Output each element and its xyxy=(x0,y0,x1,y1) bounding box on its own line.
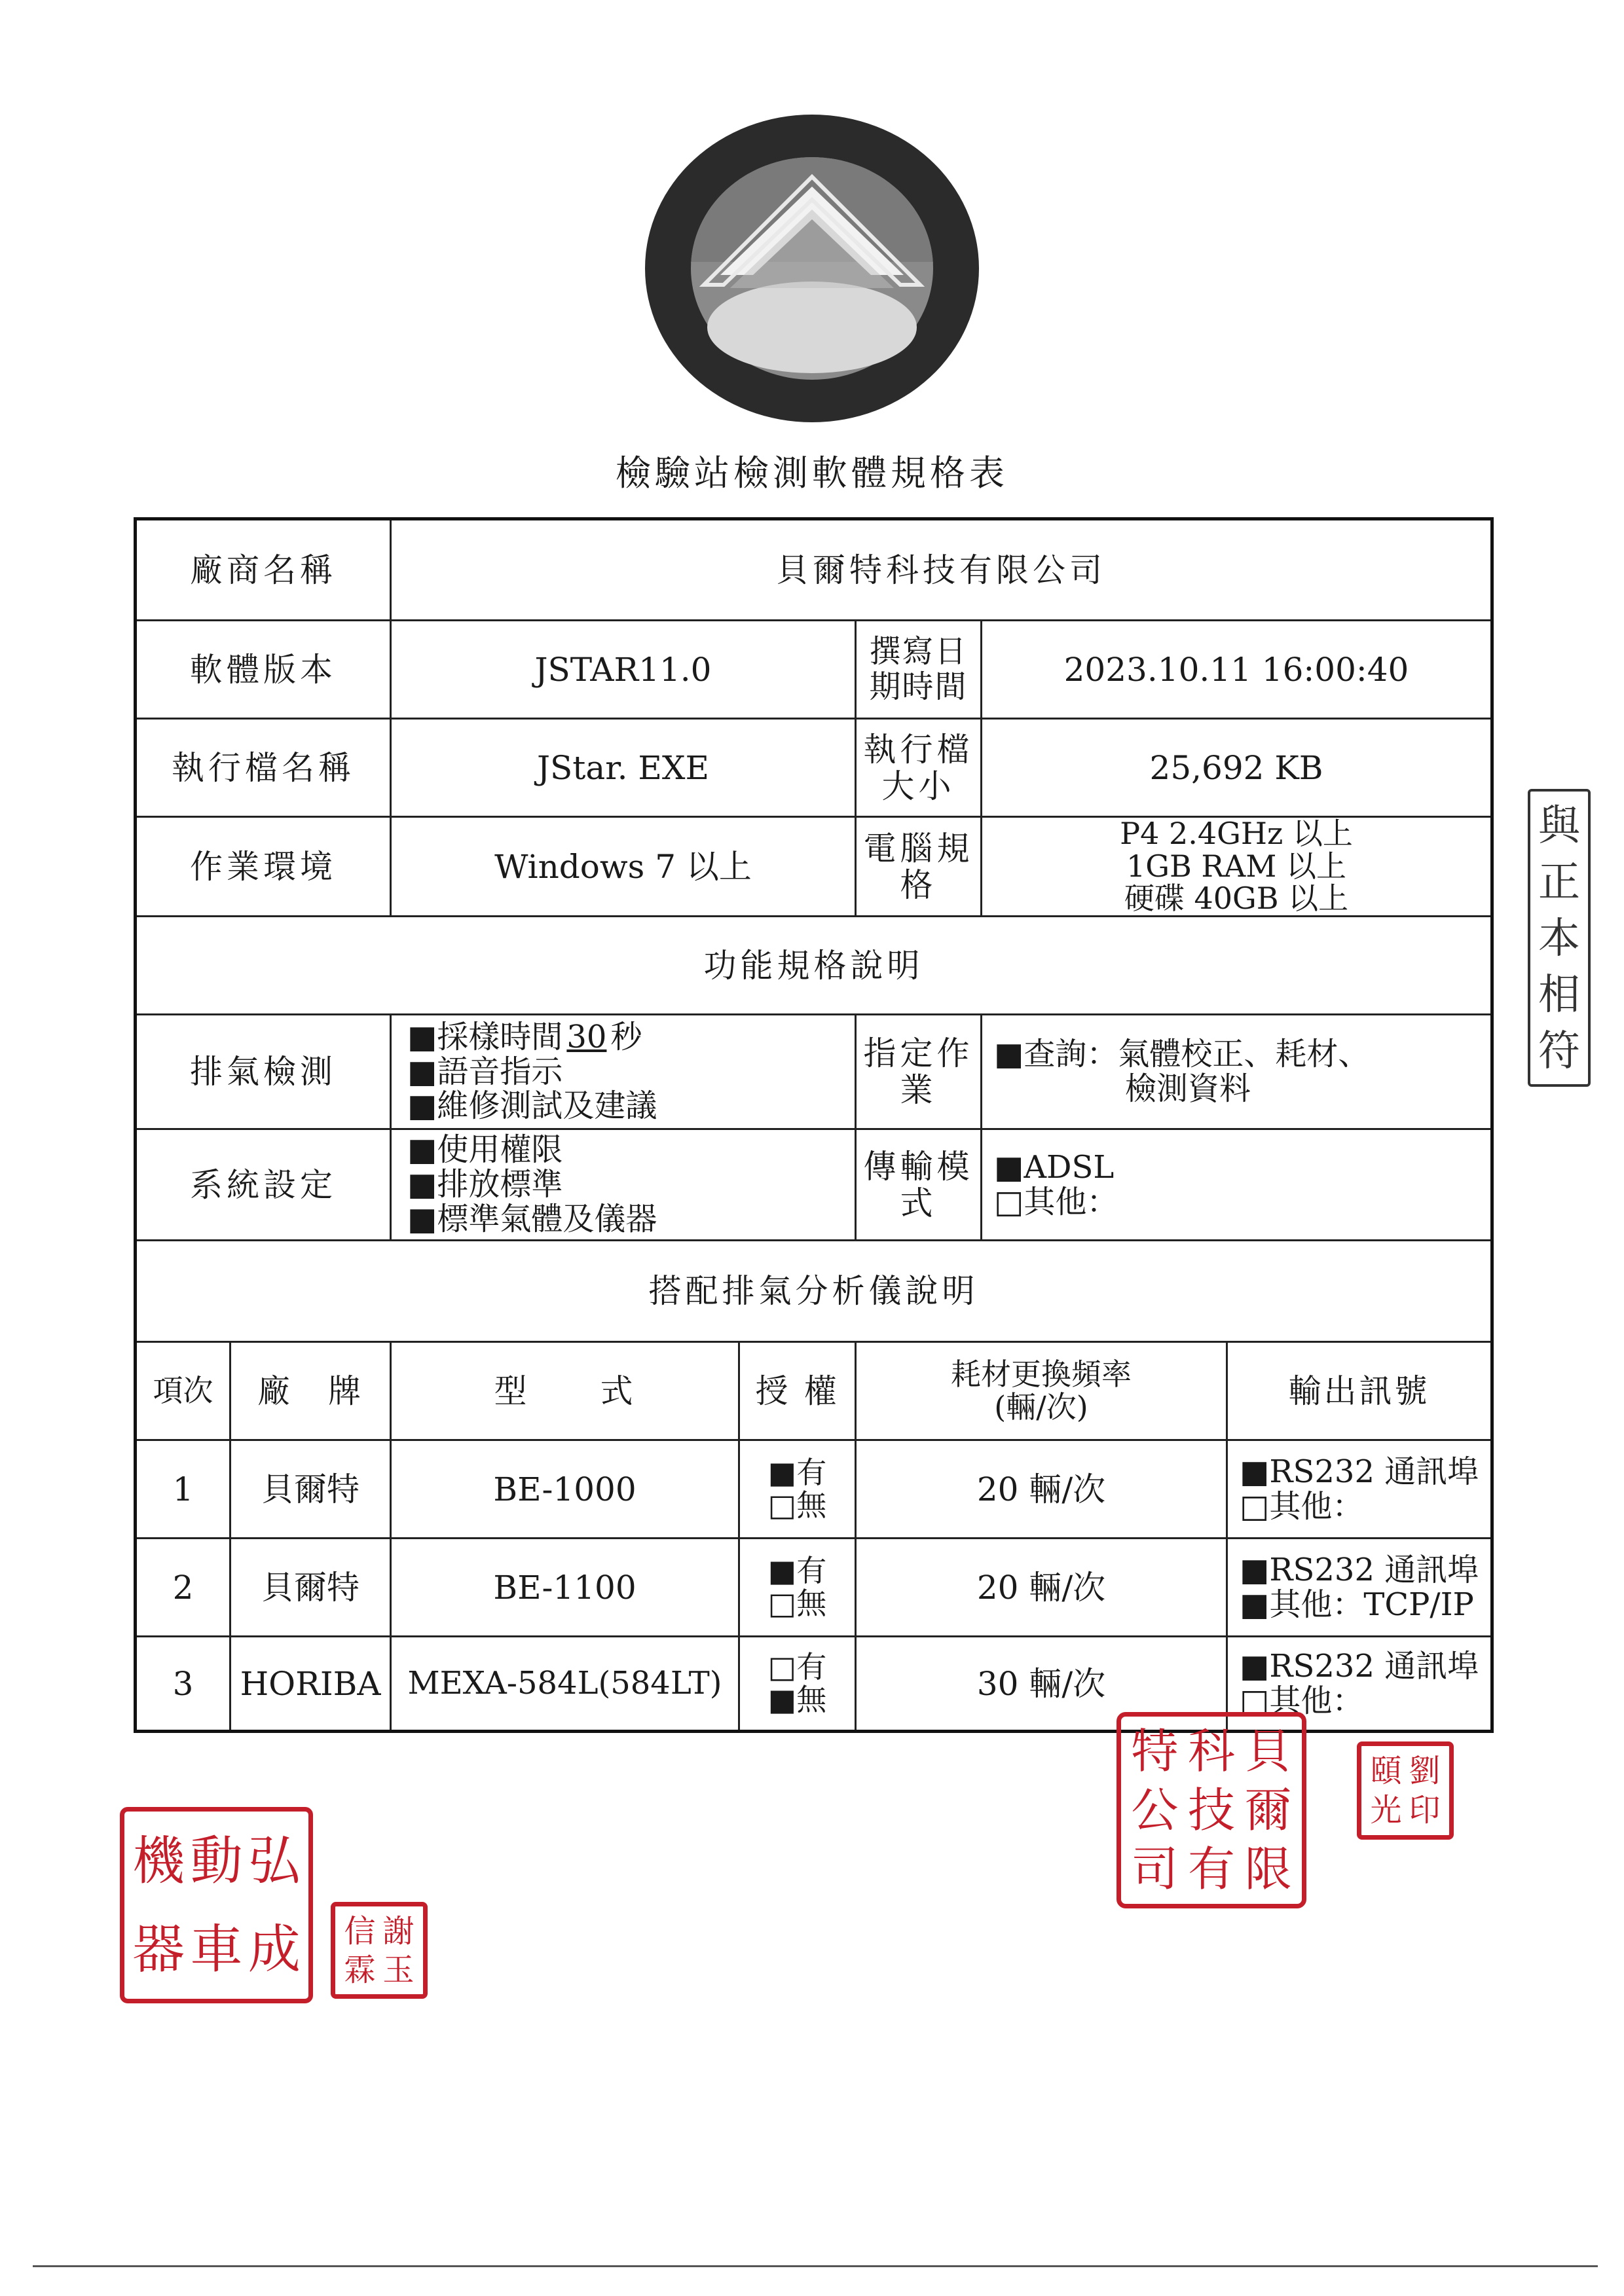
seal-char: 玉 xyxy=(382,1951,415,1988)
row-output xyxy=(1227,1440,1492,1539)
table-row xyxy=(136,1440,1492,1539)
output-other: ■其他：TCP/IP xyxy=(1240,1586,1474,1623)
seal-char: 特 xyxy=(1131,1724,1179,1779)
seal-char: 成 xyxy=(248,1918,301,1980)
stamp-char: 與 xyxy=(1538,802,1580,850)
spec-table xyxy=(134,517,1494,1733)
header-consumable-line1: 耗材更換頻率 xyxy=(951,1356,1132,1392)
written-datetime-label: 撰寫日期時間 xyxy=(856,621,982,719)
transfer-mode-options xyxy=(982,1129,1492,1241)
os-env-label: 作業環境 xyxy=(136,817,391,917)
stamp-char: 相 xyxy=(1538,971,1580,1019)
row-consumable: 20 輛/次 xyxy=(856,1440,1227,1539)
sampling-prefix: ■採樣時間 xyxy=(407,1018,563,1055)
seal-char: 動 xyxy=(190,1830,243,1891)
license-no: ■無 xyxy=(767,1681,827,1717)
analyzer-section-title: 搭配排氣分析儀說明 xyxy=(136,1241,1492,1342)
seal-char: 機 xyxy=(132,1830,185,1891)
transfer-option-adsl: ■ADSL xyxy=(994,1148,1115,1186)
seal-char: 頤 xyxy=(1370,1753,1402,1789)
seal-char: 車 xyxy=(190,1918,243,1980)
system-settings-label: 系統設定 xyxy=(136,1129,391,1241)
output-rs232: ■RS232 通訊埠 xyxy=(1240,1453,1479,1490)
stamp-char: 本 xyxy=(1538,915,1580,963)
row-brand: HORIBA xyxy=(231,1637,391,1732)
exe-name-value: JStar. EXE xyxy=(391,719,856,817)
header-consumable-line2: (輛/次) xyxy=(994,1389,1088,1425)
pc-spec-line-cpu: P4 2.4GHz 以上 xyxy=(1120,816,1353,851)
row-output xyxy=(1227,1539,1492,1637)
exhaust-test-options xyxy=(391,1015,856,1129)
row-model: BE-1100 xyxy=(391,1539,739,1637)
output-rs232: ■RS232 通訊埠 xyxy=(1240,1551,1479,1588)
pc-spec-value xyxy=(982,817,1492,917)
seal-char: 信 xyxy=(344,1912,376,1950)
seal-char: 有 xyxy=(1187,1842,1235,1897)
os-env-value: Windows 7 以上 xyxy=(391,817,856,917)
designated-task-value xyxy=(982,1015,1492,1129)
software-version-value: JSTAR11.0 xyxy=(391,621,856,719)
row-license xyxy=(739,1440,856,1539)
seal-char: 霖 xyxy=(344,1951,376,1988)
transfer-mode-label: 傳輸模式 xyxy=(856,1129,982,1241)
software-version-label: 軟體版本 xyxy=(136,621,391,719)
row-model: BE-1000 xyxy=(391,1440,739,1539)
seal-char: 公 xyxy=(1131,1783,1179,1838)
seal-char: 科 xyxy=(1187,1724,1235,1779)
seal-char: 器 xyxy=(132,1918,185,1980)
header-brand: 廠 牌 xyxy=(231,1342,391,1440)
seal-char: 印 xyxy=(1409,1792,1441,1829)
exhaust-option-voice: ■語音指示 xyxy=(407,1053,563,1090)
row-brand: 貝爾特 xyxy=(231,1440,391,1539)
exhaust-option-maintenance: ■維修測試及建議 xyxy=(407,1087,657,1125)
header-license: 授 權 xyxy=(739,1342,856,1440)
exe-size-label: 執行檔大小 xyxy=(856,719,982,817)
system-option-emission: ■排放標準 xyxy=(407,1166,563,1203)
inspection-logo-icon xyxy=(642,111,982,426)
system-option-permissions: ■使用權限 xyxy=(407,1131,563,1169)
row-index: 3 xyxy=(136,1637,231,1732)
representative-seal-icon xyxy=(1357,1741,1454,1840)
header-consumable xyxy=(856,1342,1227,1440)
table-row xyxy=(136,1539,1492,1637)
owner-seal-icon xyxy=(331,1902,428,1999)
header-model: 型 式 xyxy=(391,1342,739,1440)
pc-spec-line-disk: 硬碟 40GB 以上 xyxy=(1124,881,1349,917)
row-consumable: 30 輛/次 xyxy=(856,1637,1227,1732)
seal-char: 司 xyxy=(1131,1842,1179,1897)
output-other: □其他： xyxy=(1240,1487,1364,1525)
pc-spec-label: 電腦規格 xyxy=(856,817,982,917)
designated-task-line2: 檢測資料 xyxy=(1125,1070,1251,1108)
footer-divider xyxy=(33,2265,1598,2267)
certified-copy-stamp xyxy=(1528,789,1591,1087)
license-no: □無 xyxy=(767,1487,827,1523)
row-license xyxy=(739,1637,856,1732)
row-index: 1 xyxy=(136,1440,231,1539)
designated-task-label: 指定作業 xyxy=(856,1015,982,1129)
output-other: □其他： xyxy=(1240,1682,1364,1719)
inspection-station-seal-icon xyxy=(120,1807,313,2003)
output-rs232: ■RS232 通訊埠 xyxy=(1240,1647,1479,1685)
seal-char: 弘 xyxy=(248,1830,301,1891)
transfer-option-other: □其他： xyxy=(994,1183,1118,1220)
row-model: MEXA-584L(584LT) xyxy=(391,1637,739,1732)
vendor-label: 廠商名稱 xyxy=(136,519,391,621)
seal-char: 限 xyxy=(1244,1842,1292,1897)
system-option-gas: ■標準氣體及儀器 xyxy=(407,1200,657,1237)
row-consumable: 20 輛/次 xyxy=(856,1539,1227,1637)
exhaust-test-label: 排氣檢測 xyxy=(136,1015,391,1129)
system-settings-options xyxy=(391,1129,856,1241)
written-datetime-value: 2023.10.11 16:00:40 xyxy=(982,621,1492,719)
seal-char: 謝 xyxy=(382,1912,415,1950)
seal-char: 技 xyxy=(1187,1783,1235,1838)
header-output: 輸出訊號 xyxy=(1227,1342,1492,1440)
seal-char: 貝 xyxy=(1244,1724,1292,1779)
row-license xyxy=(739,1539,856,1637)
seal-char: 光 xyxy=(1370,1792,1402,1829)
header-index: 項次 xyxy=(136,1342,231,1440)
exe-size-value: 25,692 KB xyxy=(982,719,1492,817)
row-brand: 貝爾特 xyxy=(231,1539,391,1637)
function-section-title: 功能規格說明 xyxy=(136,917,1492,1015)
stamp-char: 正 xyxy=(1538,858,1580,907)
designated-task-line1: ■查詢：氣體校正、耗材、 xyxy=(994,1036,1370,1073)
exe-name-label: 執行檔名稱 xyxy=(136,719,391,817)
license-yes: ■有 xyxy=(767,1454,827,1490)
seal-char: 爾 xyxy=(1244,1783,1292,1838)
row-index: 2 xyxy=(136,1539,231,1637)
seal-char: 劉 xyxy=(1409,1753,1441,1789)
page-title: 檢驗站檢測軟體規格表 xyxy=(616,452,1008,494)
company-seal-icon xyxy=(1116,1712,1306,1908)
license-no: □無 xyxy=(767,1585,827,1621)
license-yes: □有 xyxy=(767,1649,827,1685)
vendor-value: 貝爾特科技有限公司 xyxy=(391,519,1492,621)
pc-spec-line-ram: 1GB RAM 以上 xyxy=(1126,848,1346,884)
license-yes: ■有 xyxy=(767,1552,827,1588)
stamp-char: 符 xyxy=(1538,1027,1580,1076)
sampling-time-value: 30 xyxy=(566,1018,607,1055)
exhaust-option-sampling xyxy=(407,1020,851,1055)
sampling-unit: 秒 xyxy=(610,1018,642,1055)
